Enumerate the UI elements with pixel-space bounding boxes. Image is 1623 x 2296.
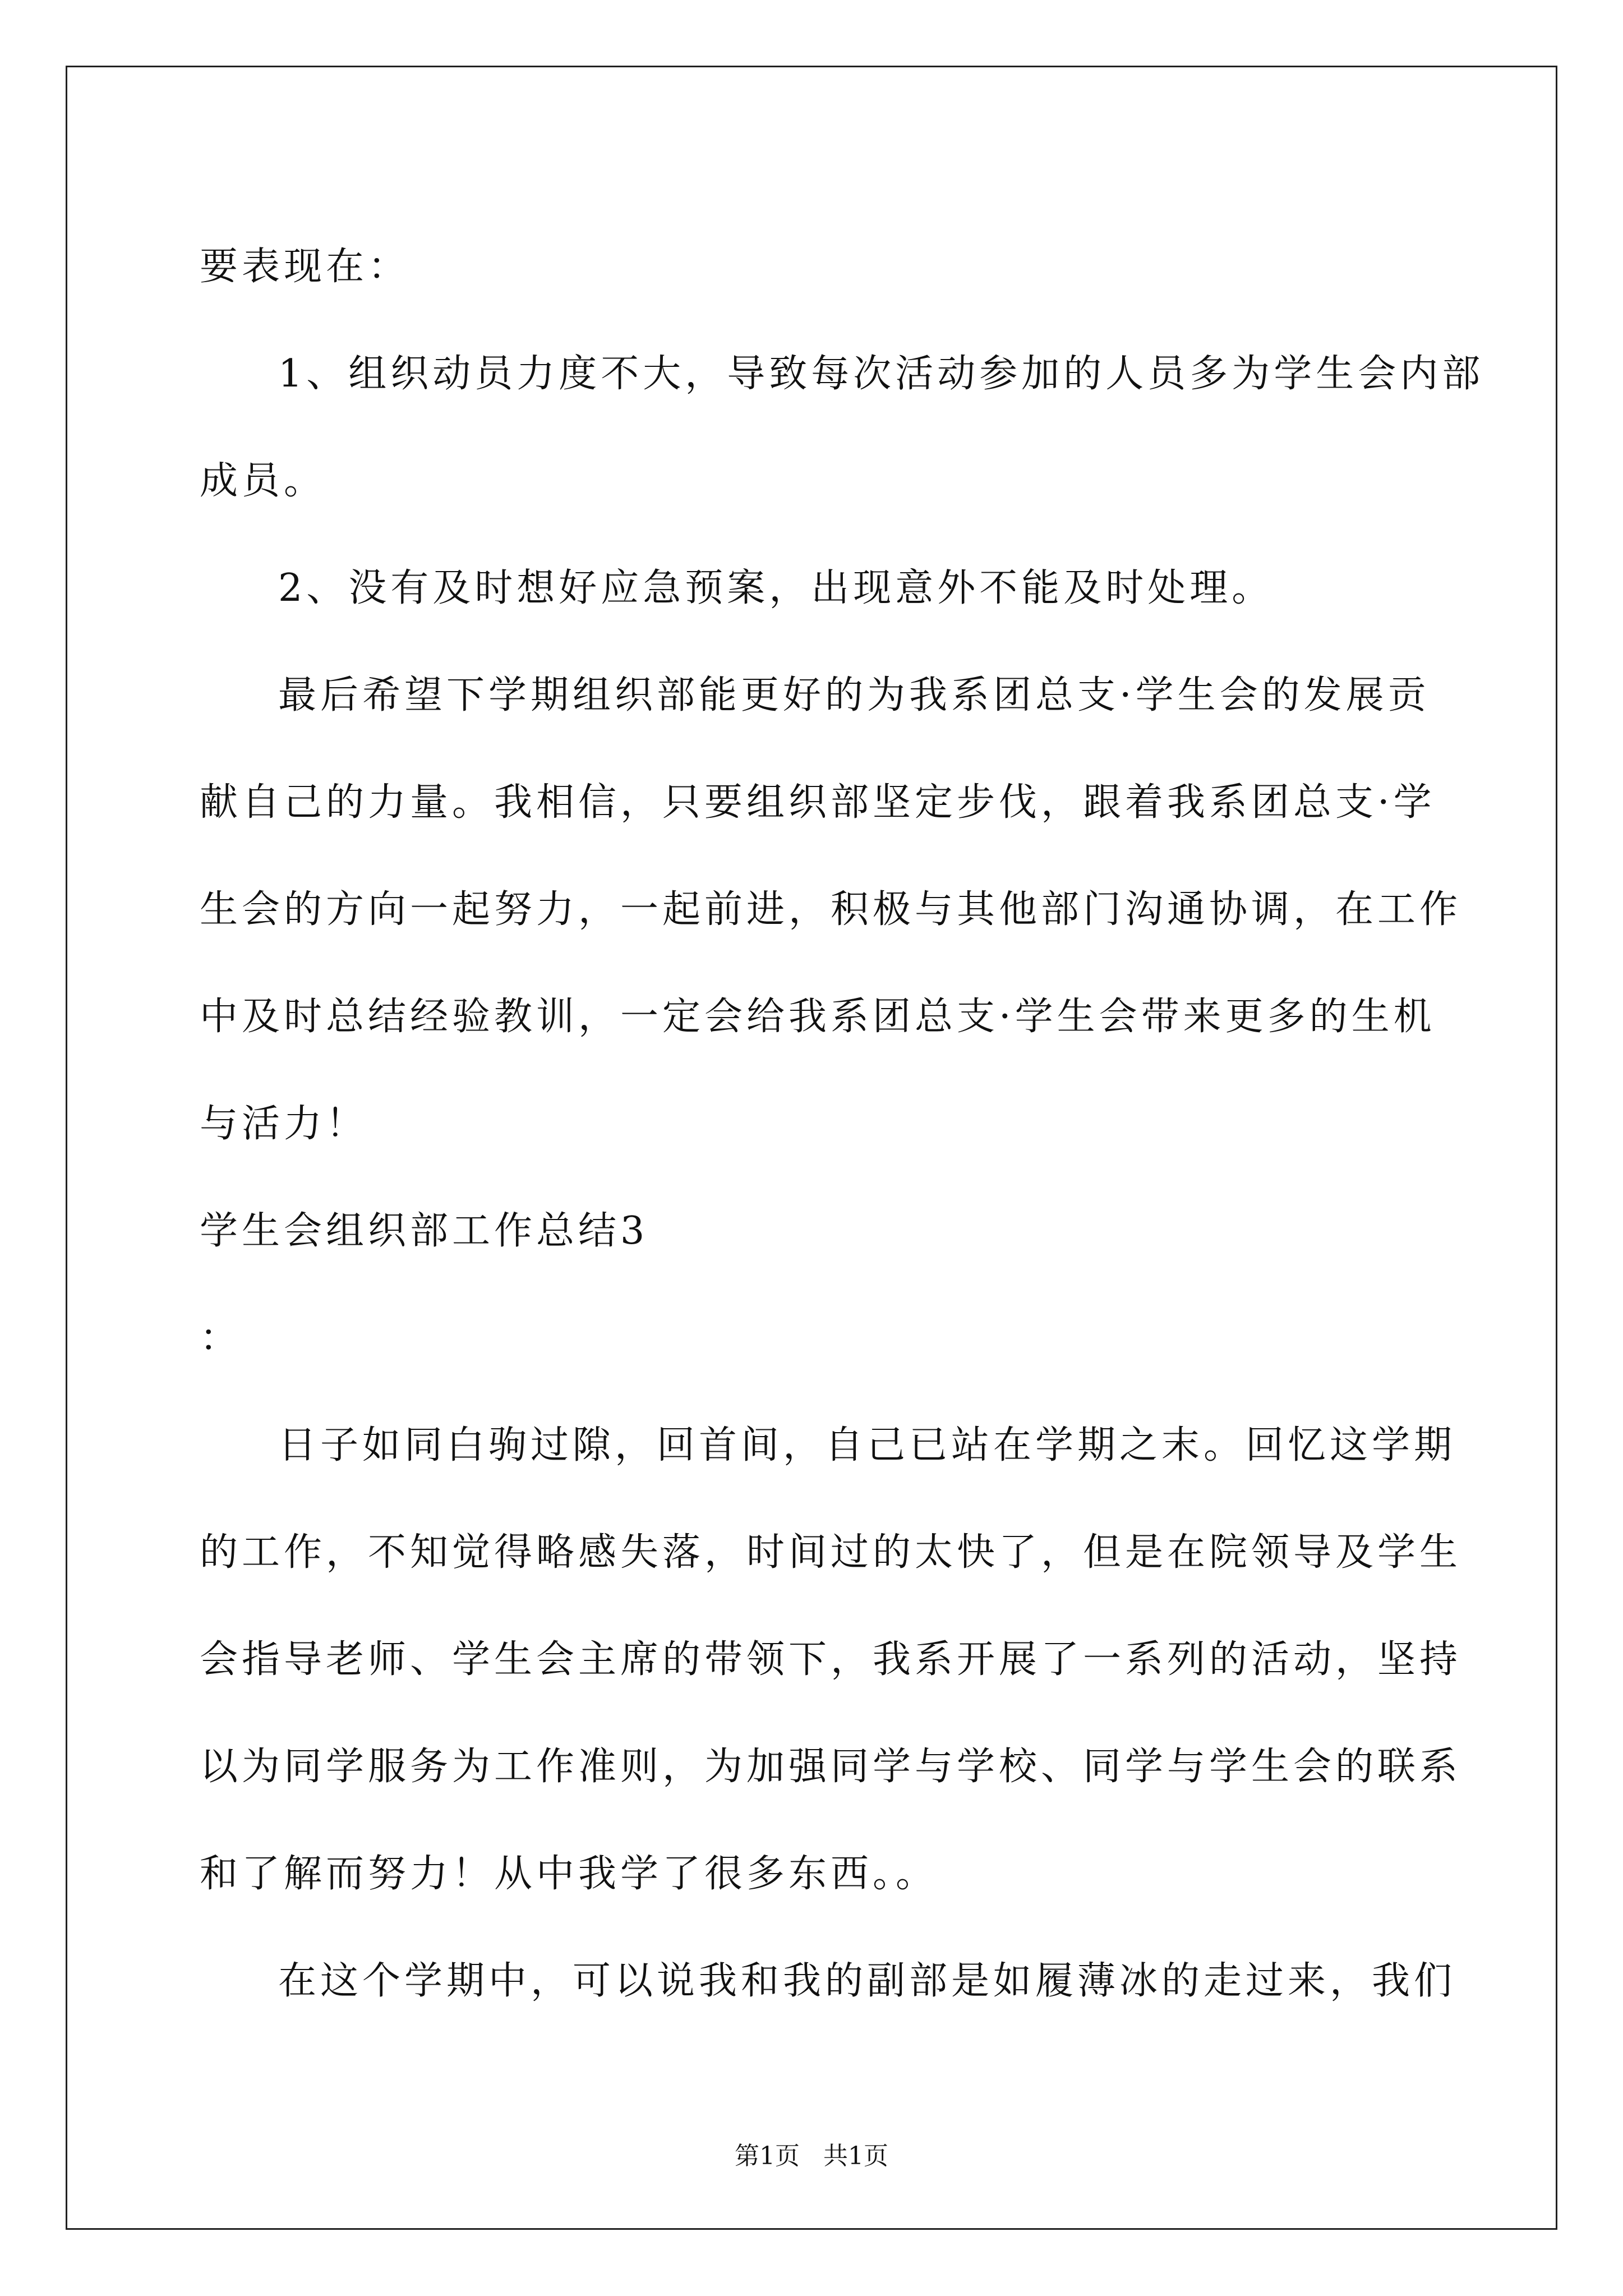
text-line: 成员。 bbox=[200, 459, 326, 503]
text-line: 2、没有及时想好应急预案，出现意外不能及时处理。 bbox=[278, 566, 1274, 610]
text-line: 最后希望下学期组织部能更好的为我系团总支·学生会的发展贡 bbox=[278, 673, 1430, 717]
page-footer bbox=[0, 2141, 1623, 2172]
text-line: 在这个学期中，可以说我和我的副部是如履薄冰的走过来，我们 bbox=[278, 1959, 1456, 2003]
text-line: 中及时总结经验教训，一定会给我系团总支·学生会带来更多的生机 bbox=[200, 995, 1436, 1039]
document-body bbox=[200, 213, 1484, 2035]
text-line: 与活力！ bbox=[200, 1102, 368, 1146]
page-number-total: 共1页 bbox=[823, 2142, 888, 2170]
text-line: 的工作，不知觉得略感失落，时间过的太快了，但是在院领导及学生 bbox=[200, 1530, 1462, 1575]
section-heading: 学生会组织部工作总结3 bbox=[200, 1209, 649, 1253]
text-line: 日子如同白驹过隙，回首间，自己已站在学期之末。回忆这学期 bbox=[278, 1423, 1456, 1467]
text-line: 生会的方向一起努力，一起前进，积极与其他部门沟通协调，在工作 bbox=[200, 887, 1462, 932]
text-line: 会指导老师、学生会主席的带领下，我系开展了一系列的活动，坚持 bbox=[200, 1637, 1462, 1682]
text-line: 献自己的力量。我相信，只要组织部坚定步伐，跟着我系团总支·学 bbox=[200, 780, 1436, 825]
text-line: ： bbox=[200, 1316, 242, 1360]
page-number-current: 第1页 bbox=[735, 2142, 800, 2170]
text-line: 1、组织动员力度不大，导致每次活动参加的人员多为学生会内部 bbox=[278, 352, 1484, 396]
text-line: 和了解而努力！从中我学了很多东西。。 bbox=[200, 1852, 938, 1896]
text-line: 要表现在： bbox=[200, 245, 411, 289]
text-line: 以为同学服务为工作准则，为加强同学与学校、同学与学生会的联系 bbox=[200, 1745, 1462, 1789]
